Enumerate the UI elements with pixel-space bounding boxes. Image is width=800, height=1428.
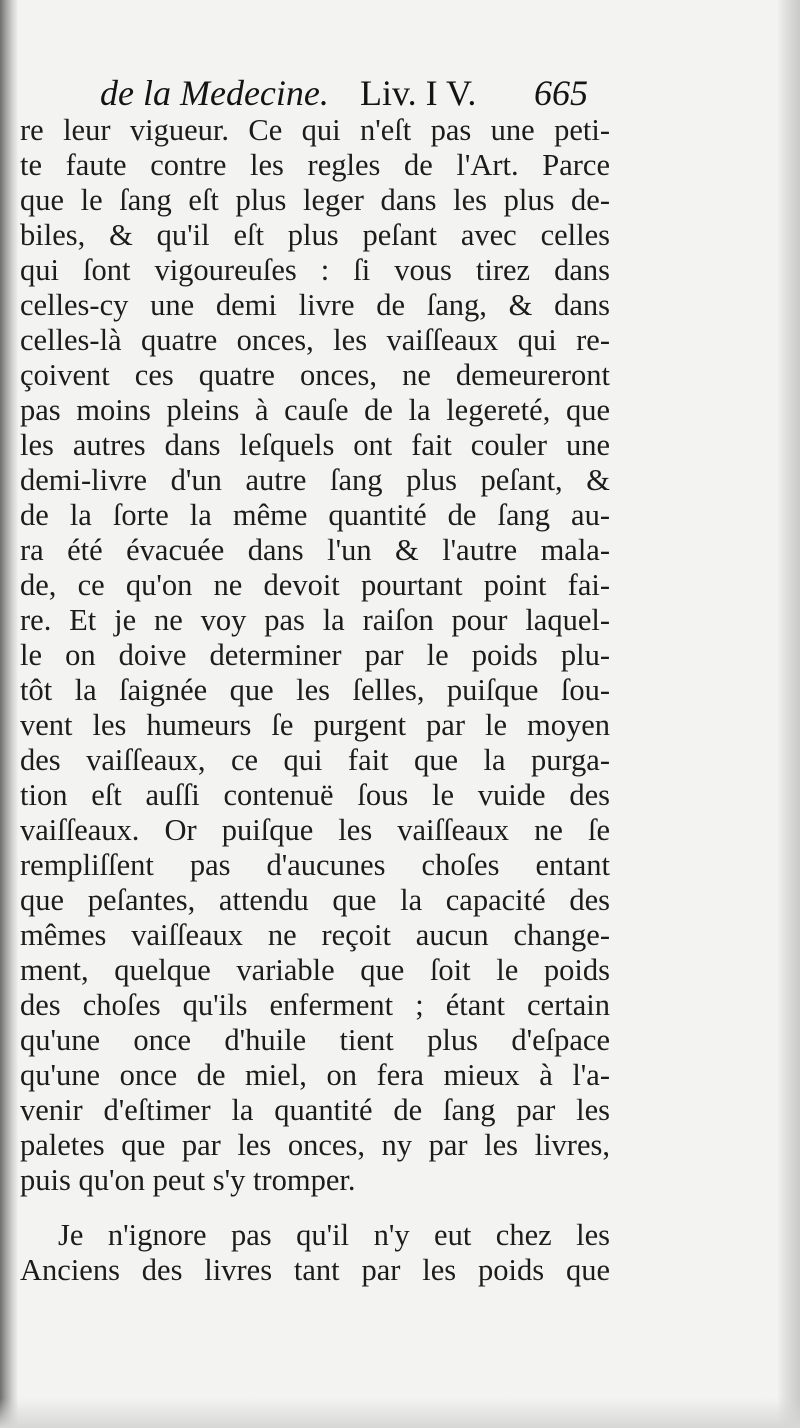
text-line: tôt la ſaignée que les ſelles, puiſque ſou-	[20, 673, 610, 707]
page-bottom-shadow	[0, 1398, 800, 1428]
text-line: qui ſont vigoureuſes : ſi vous tirez dans	[20, 253, 610, 287]
text-line: puis qu'on peut s'y tromper.	[20, 1163, 356, 1197]
text-line: celles-cy une demi livre de ſang, & dans	[20, 288, 610, 322]
paragraph-first-line: Je n'ignore pas qu'il n'y eut chez les	[58, 1218, 610, 1252]
text-line: ra été évacuée dans l'un & l'autre mala-	[20, 533, 610, 567]
text-line: que le ſang eſt plus leger dans les plus de-	[20, 183, 610, 217]
text-line: le on doive determiner par le poids plu-	[20, 638, 610, 672]
text-line: ment, quelque variable que ſoit le poids	[20, 953, 610, 987]
text-line: rempliſſent pas d'aucunes choſes entant	[20, 848, 610, 882]
text-line: mêmes vaiſſeaux ne reçoit aucun change-	[20, 918, 610, 952]
text-line: Anciens des livres tant par les poids que	[20, 1253, 610, 1287]
text-line: re. Et je ne voy pas la raiſon pour laquel-	[20, 603, 610, 637]
text-line: çoivent ces quatre onces, ne demeureront	[20, 358, 610, 392]
text-line: des choſes qu'ils enferment ; étant certain	[20, 988, 610, 1022]
text-line: celles-là quatre onces, les vaiſſeaux qui re-	[20, 323, 610, 357]
text-line: demi-livre d'un autre ſang plus peſant, &	[20, 463, 610, 497]
text-line: paletes que par les onces, ny par les livres,	[20, 1128, 610, 1162]
page-edge-shadow	[778, 0, 800, 1428]
text-line: pas moins pleins à cauſe de la legereté, que	[20, 393, 610, 427]
page-gutter-shadow	[0, 0, 18, 1428]
text-line: te faute contre les regles de l'Art. Parce	[20, 148, 610, 182]
page-number: 665	[534, 73, 588, 113]
text-line: re leur vigueur. Ce qui n'eſt pas une peti-	[20, 113, 610, 147]
text-line: que peſantes, attendu que la capacité des	[20, 883, 610, 917]
running-head	[100, 68, 612, 118]
text-line: qu'une once de miel, on fera mieux à l'a-	[20, 1058, 610, 1092]
text-line: les autres dans leſquels ont fait couler une	[20, 428, 610, 462]
running-head-title: de la Medecine.	[100, 73, 329, 113]
text-line: des vaiſſeaux, ce qui fait que la purga-	[20, 743, 610, 777]
text-line: venir d'eſtimer la quantité de ſang par les	[20, 1093, 610, 1127]
text-line: de la ſorte la même quantité de ſang au-	[20, 498, 610, 532]
text-line: qu'une once d'huile tient plus d'eſpace	[20, 1023, 610, 1057]
text-line: tion eſt auſſi contenuë ſous le vuide des	[20, 778, 610, 812]
text-line: de, ce qu'on ne devoit pourtant point fai-	[20, 568, 610, 602]
text-line: vaiſſeaux. Or puiſque les vaiſſeaux ne ſe	[20, 813, 610, 847]
text-line: biles, & qu'il eſt plus peſant avec celles	[20, 218, 610, 252]
text-line: vent les humeurs ſe purgent par le moyen	[20, 708, 610, 742]
running-head-book: Liv. I V.	[360, 73, 477, 113]
